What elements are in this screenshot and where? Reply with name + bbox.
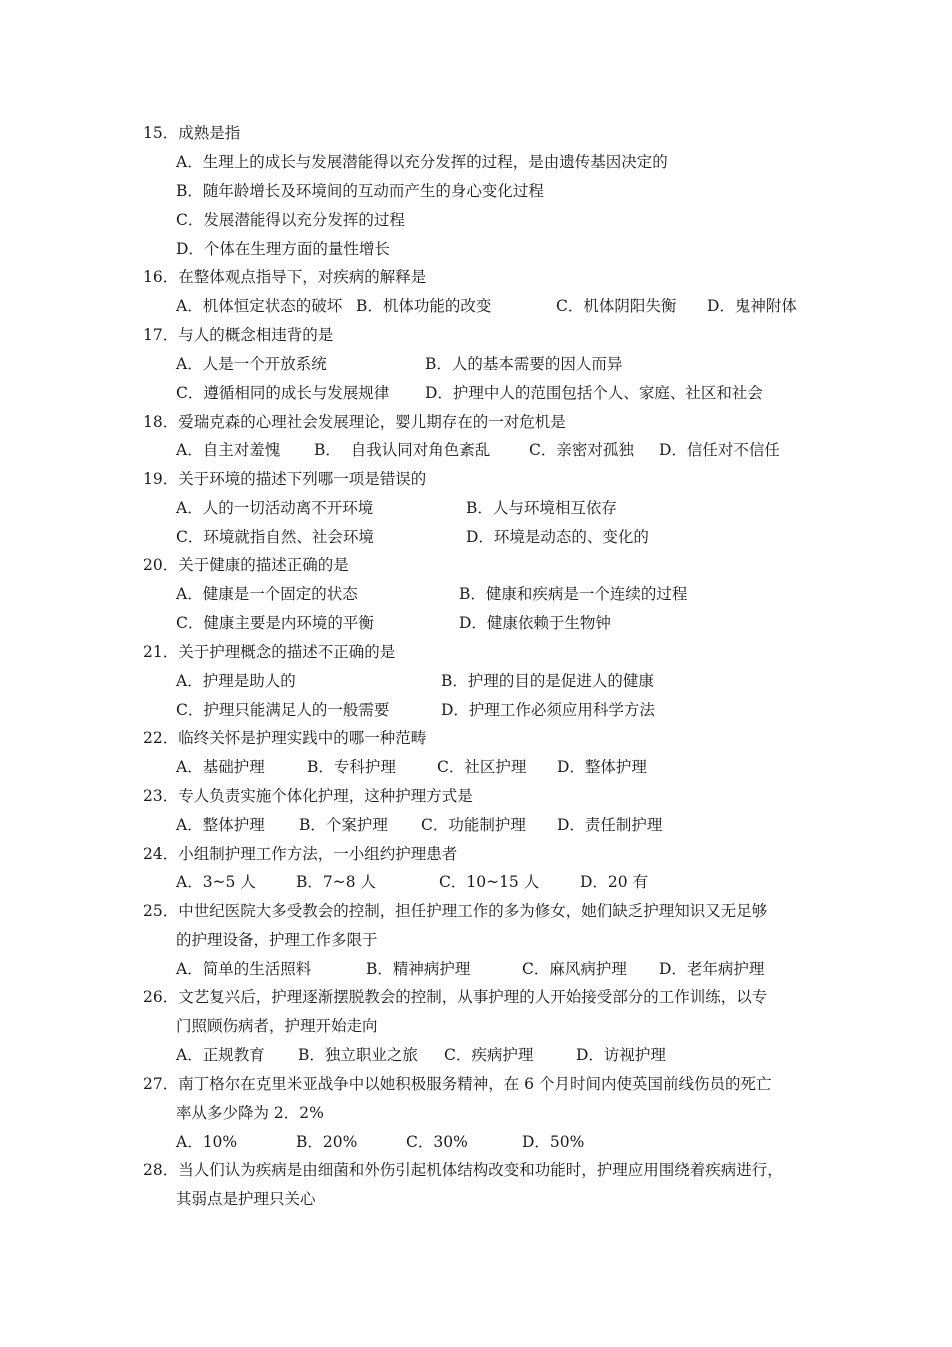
answer-option: D．老年病护理 [659, 960, 765, 978]
answer-option: C．功能制护理 [421, 816, 526, 834]
answer-option: A．基础护理 [176, 758, 265, 776]
answer-option: C．社区护理 [437, 758, 527, 776]
answer-option: A．自主对羞愧 [176, 441, 281, 459]
answer-option: D．个体在生理方面的量性增长 [176, 240, 390, 258]
answer-option: B．独立职业之旅 [298, 1046, 418, 1064]
answer-option: D．健康依赖于生物钟 [459, 614, 611, 632]
answer-option: B．精神病护理 [366, 960, 471, 978]
answer-option: B．健康和疾病是一个连续的过程 [459, 585, 688, 603]
answer-option: C．健康主要是内环境的平衡 [176, 614, 374, 632]
question-stem: 27．南丁格尔在克里米亚战争中以她积极服务精神，在 6 个月时间内使英国前线伤员的死亡 [143, 1075, 772, 1093]
answer-option: B．个案护理 [299, 816, 388, 834]
answer-option: B．专科护理 [307, 758, 396, 776]
answer-option: D．责任制护理 [557, 816, 663, 834]
question-stem: 21．关于护理概念的描述不正确的是 [143, 643, 396, 661]
question-stem: 的护理设备，护理工作多限于 [176, 931, 378, 949]
answer-option: C．亲密对孤独 [529, 441, 634, 459]
answer-option: D．整体护理 [557, 758, 647, 776]
answer-option: D．50% [522, 1133, 585, 1151]
answer-option: A．健康是一个固定的状态 [176, 585, 358, 603]
question-stem: 24．小组制护理工作方法，一小组约护理患者 [143, 845, 458, 863]
answer-option: A．生理上的成长与发展潜能得以充分发挥的过程，是由遗传基因决定的 [176, 153, 668, 171]
answer-option: A．简单的生活照料 [176, 960, 312, 978]
answer-option: C．30% [406, 1133, 468, 1151]
answer-option: D．20 有 [580, 873, 649, 891]
answer-option: D．护理中人的范围包括个人、家庭、社区和社会 [425, 384, 763, 402]
answer-option: B．20% [296, 1133, 358, 1151]
answer-option: C．护理只能满足人的一般需要 [176, 701, 390, 719]
answer-option: B．随年龄增长及环境间的互动而产生的身心变化过程 [176, 182, 544, 200]
answer-option: A．整体护理 [176, 816, 265, 834]
answer-option: D．环境是动态的、变化的 [466, 528, 649, 546]
answer-option: B．7~8 人 [296, 873, 377, 891]
answer-option: D．鬼神附体 [707, 297, 797, 315]
answer-option: A．正规教育 [176, 1046, 265, 1064]
answer-option: B．人的基本需要的因人而异 [425, 355, 623, 373]
answer-option: A．10% [176, 1133, 238, 1151]
answer-option: D．访视护理 [576, 1046, 666, 1064]
question-stem: 18．爱瑞克森的心理社会发展理论，婴儿期存在的一对危机是 [143, 413, 566, 431]
answer-option: A．人的一切活动离不开环境 [176, 499, 374, 517]
question-stem: 17．与人的概念相违背的是 [143, 326, 334, 344]
answer-option: B．人与环境相互依存 [466, 499, 617, 517]
answer-option: D．信任对不信任 [659, 441, 780, 459]
question-stem: 19．关于环境的描述下列哪一项是错误的 [143, 470, 427, 488]
question-stem: 23．专人负责实施个体化护理，这种护理方式是 [143, 787, 473, 805]
answer-option: A．3~5 人 [176, 873, 256, 891]
answer-option: C．发展潜能得以充分发挥的过程 [176, 211, 405, 229]
question-stem: 28．当人们认为疾病是由细菌和外伤引起机体结构改变和功能时，护理应用围绕着疾病进行， [143, 1161, 783, 1179]
question-stem: 25．中世纪医院大多受教会的控制，担任护理工作的多为修女，她们缺乏护理知识又无足够 [143, 902, 768, 920]
answer-option: C．环境就指自然、社会环境 [176, 528, 374, 546]
answer-option: C．疾病护理 [444, 1046, 534, 1064]
question-stem: 22．临终关怀是护理实践中的哪一种范畴 [143, 729, 427, 747]
answer-option: A．护理是助人的 [176, 672, 296, 690]
answer-option: D．护理工作必须应用科学方法 [441, 701, 655, 719]
answer-option: C．10~15 人 [439, 873, 540, 891]
answer-option: B．护理的目的是促进人的健康 [441, 672, 654, 690]
question-stem: 率从多少降为 2．2% [176, 1104, 324, 1122]
question-stem: 20．关于健康的描述正确的是 [143, 556, 349, 574]
question-stem: 门照顾伤病者，护理开始走向 [176, 1017, 378, 1035]
answer-option: C．机体阴阳失衡 [556, 297, 677, 315]
question-stem: 26．文艺复兴后，护理逐渐摆脱教会的控制，从事护理的人开始接受部分的工作训练，以专 [143, 988, 768, 1006]
question-stem: 16．在整体观点指导下，对疾病的解释是 [143, 268, 427, 286]
answer-option: C．遵循相同的成长与发展规律 [176, 384, 390, 402]
answer-option: A．机体恒定状态的破坏 [176, 297, 343, 315]
question-stem: 其弱点是护理只关心 [176, 1190, 316, 1208]
answer-option: B．机体功能的改变 [356, 297, 492, 315]
question-stem: 15．成熟是指 [143, 124, 241, 142]
answer-option: B． 自我认同对角色紊乱 [314, 441, 491, 459]
answer-option: A．人是一个开放系统 [176, 355, 327, 373]
answer-option: C．麻风病护理 [522, 960, 627, 978]
